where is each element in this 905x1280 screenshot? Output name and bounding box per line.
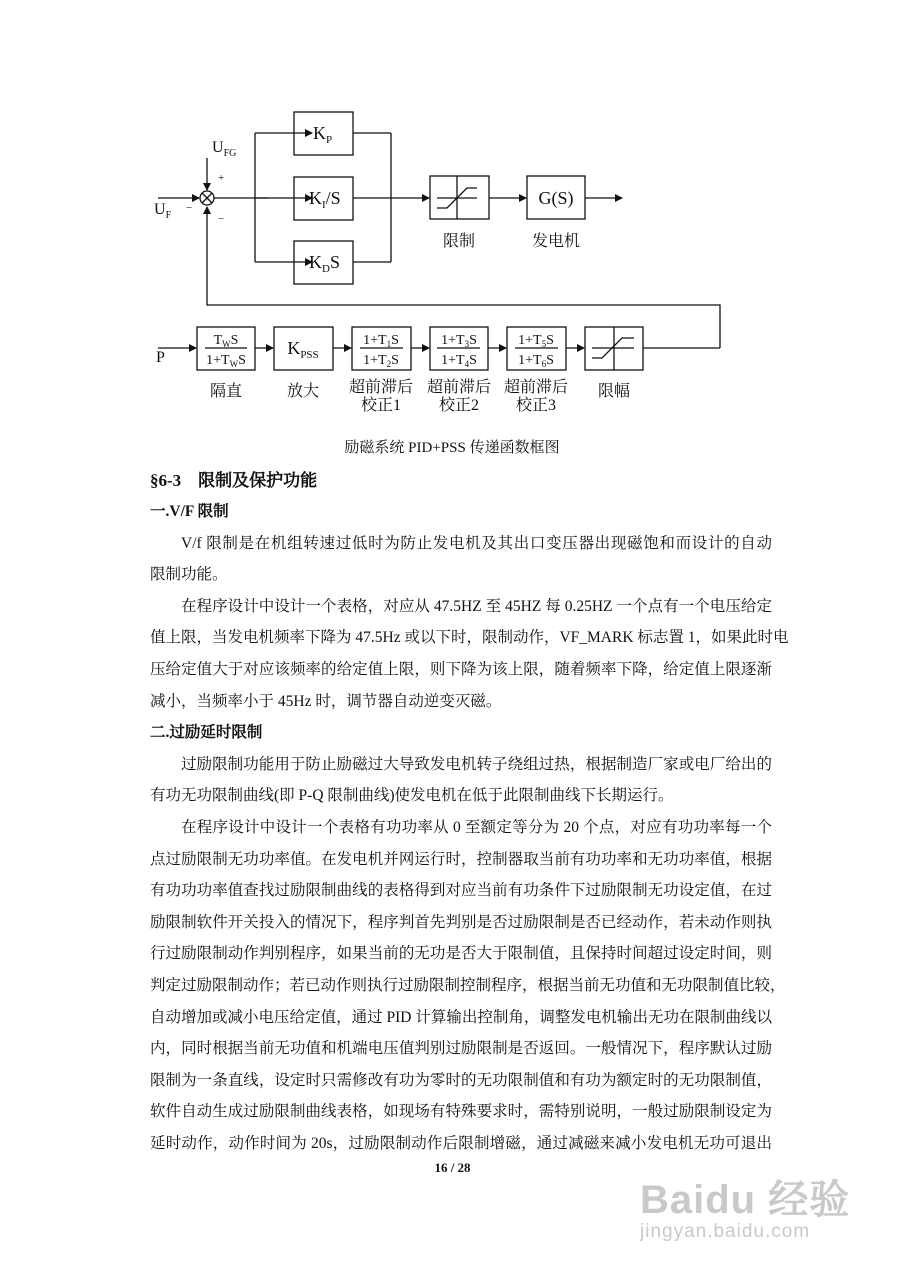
- text-line: 软件自动生成过励限制曲线表格，如现场有特殊要求时，需特别说明，一般过励限制设定为: [150, 1103, 772, 1121]
- baidu-watermark: [640, 1168, 850, 1243]
- svg-text:超前滞后: 超前滞后: [426, 379, 492, 396]
- svg-text:1+T6S: $1+T_6S$: [518, 353, 554, 369]
- svg-text:1+T2S: $1+T_2S$: [363, 353, 399, 369]
- ki-label: $K_I/S$: [309, 188, 341, 211]
- pid-pss-block-diagram: [0, 0, 905, 470]
- svg-text:限制: 限制: [442, 233, 476, 250]
- svg-text:1+TWS: $1+T_WS$: [206, 353, 246, 369]
- svg-text:1+T3S: $1+T_3S$: [441, 333, 477, 349]
- svg-text:+: +: [218, 172, 225, 184]
- svg-text:校正3: 校正3: [515, 397, 557, 414]
- svg-text:放大: 放大: [286, 383, 320, 400]
- text-line: 自动增加或减小电压给定值，通过 PID 计算输出控制角，调整发电机输出无功在限制曲线以: [150, 1008, 772, 1026]
- kp-label: $K_P$: [313, 123, 333, 146]
- svg-text:超前滞后: 超前滞后: [503, 379, 569, 396]
- svg-text:限幅: 限幅: [597, 383, 631, 400]
- svg-text:发电机: 发电机: [531, 233, 581, 250]
- text-line: 限制功能。: [150, 566, 228, 584]
- text-line: 点过励限制无功功率值。在发电机并网运行时，控制器取当前有功功率和无功功率值，根据: [150, 850, 772, 868]
- body-text: [150, 496, 789, 1159]
- svg-text:−: −: [218, 213, 225, 225]
- text-line: 有功无功限制曲线(即 P-Q 限制曲线)使发电机在低于此限制曲线下长期运行。: [150, 787, 674, 805]
- text-line: 在程序设计中设计一个表格有功功率从 0 至额定等分为 20 个点，对应有功功率每一个: [181, 818, 772, 836]
- text-line: 限制为一条直线，设定时只需修改有功为零时的无功限制值和有功为额定时的无功限制值，: [150, 1071, 772, 1089]
- text-line: 在程序设计中设计一个表格，对应从 47.5HZ 至 45HZ 每 0.25HZ 一个点有一个电压给定: [181, 597, 772, 615]
- ufg-label: $U_{FG}$: [212, 139, 237, 159]
- kd-label: $K_DS$: [309, 252, 340, 275]
- text-line: 内，同时根据当前无功值和机端电压值判别过励限制是否返回。一般情况下，程序默认过励: [150, 1040, 772, 1058]
- svg-text:TWS: $T_WS$: [213, 333, 239, 349]
- watermark-logo: Baidu 经验: [640, 1178, 851, 1222]
- text-line: 判定过励限制动作；若已动作则执行过励限制控制程序，根据当前无功值和无功限制值比较，: [150, 976, 786, 994]
- uf-label: $U_F$: [154, 201, 172, 221]
- subheading-vf: 一.V/F 限制: [150, 503, 229, 520]
- svg-text:1+T1S: $1+T_1S$: [363, 333, 399, 349]
- svg-text:校正2: 校正2: [438, 397, 480, 414]
- text-line: 减小，当频率小于 45Hz 时，调节器自动逆变灭磁。: [150, 692, 502, 710]
- text-line: 有功功功率值查找过励限制曲线的表格得到对应当前有功条件下过励限制无功设定值，在过: [150, 882, 772, 900]
- svg-text:P: P: [156, 349, 165, 366]
- svg-text:1+T4S: $1+T_4S$: [441, 353, 477, 369]
- text-line: V/f 限制是在机组转速过低时为防止发电机及其出口变压器出现磁饱和而设计的自动: [181, 534, 772, 552]
- svg-text:1+T5S: $1+T_5S$: [518, 333, 554, 349]
- figure-caption: 励磁系统 PID+PSS 传递函数框图: [344, 440, 560, 456]
- gs-label: G(S): [538, 188, 574, 208]
- svg-text:超前滞后: 超前滞后: [348, 379, 414, 396]
- section-heading: §6-3 限制及保护功能: [150, 471, 318, 490]
- text-line: 压给定值大于对应该频率的给定值上限，则下降为该上限，随着频率下降，给定值上限逐渐: [150, 660, 772, 678]
- subheading-over-excitation: 二.过励延时限制: [150, 724, 263, 742]
- svg-text:−: −: [186, 202, 193, 214]
- svg-text:隔直: 隔直: [209, 383, 243, 400]
- svg-text:校正1: 校正1: [360, 397, 402, 414]
- text-line: 励限制软件开关投入的情况下，程序判首先判别是否过励限制是否已经动作，若未动作则执: [150, 913, 772, 931]
- page-number: 16 / 28: [434, 1160, 471, 1175]
- text-line: 延时动作，动作时间为 20s，过励限制动作后限制增磁，通过减磁来减小发电机无功可退出: [150, 1134, 772, 1152]
- svg-text:KPSS: $K_{PSS}$: [287, 338, 319, 361]
- watermark-url: jingyan.baidu.com: [640, 1221, 811, 1242]
- text-line: 值上限，当发电机频率下降为 47.5Hz 或以下时，限制动作，VF_MARK 标志置 1，如果此时电: [150, 629, 789, 647]
- text-line: 行过励限制动作判别程序，如果当前的无功是否大于限制值，且保持时间超过设定时间，则: [150, 945, 772, 963]
- text-line: 过励限制功能用于防止励磁过大导致发电机转子绕组过热，根据制造厂家或电厂给出的: [181, 755, 772, 773]
